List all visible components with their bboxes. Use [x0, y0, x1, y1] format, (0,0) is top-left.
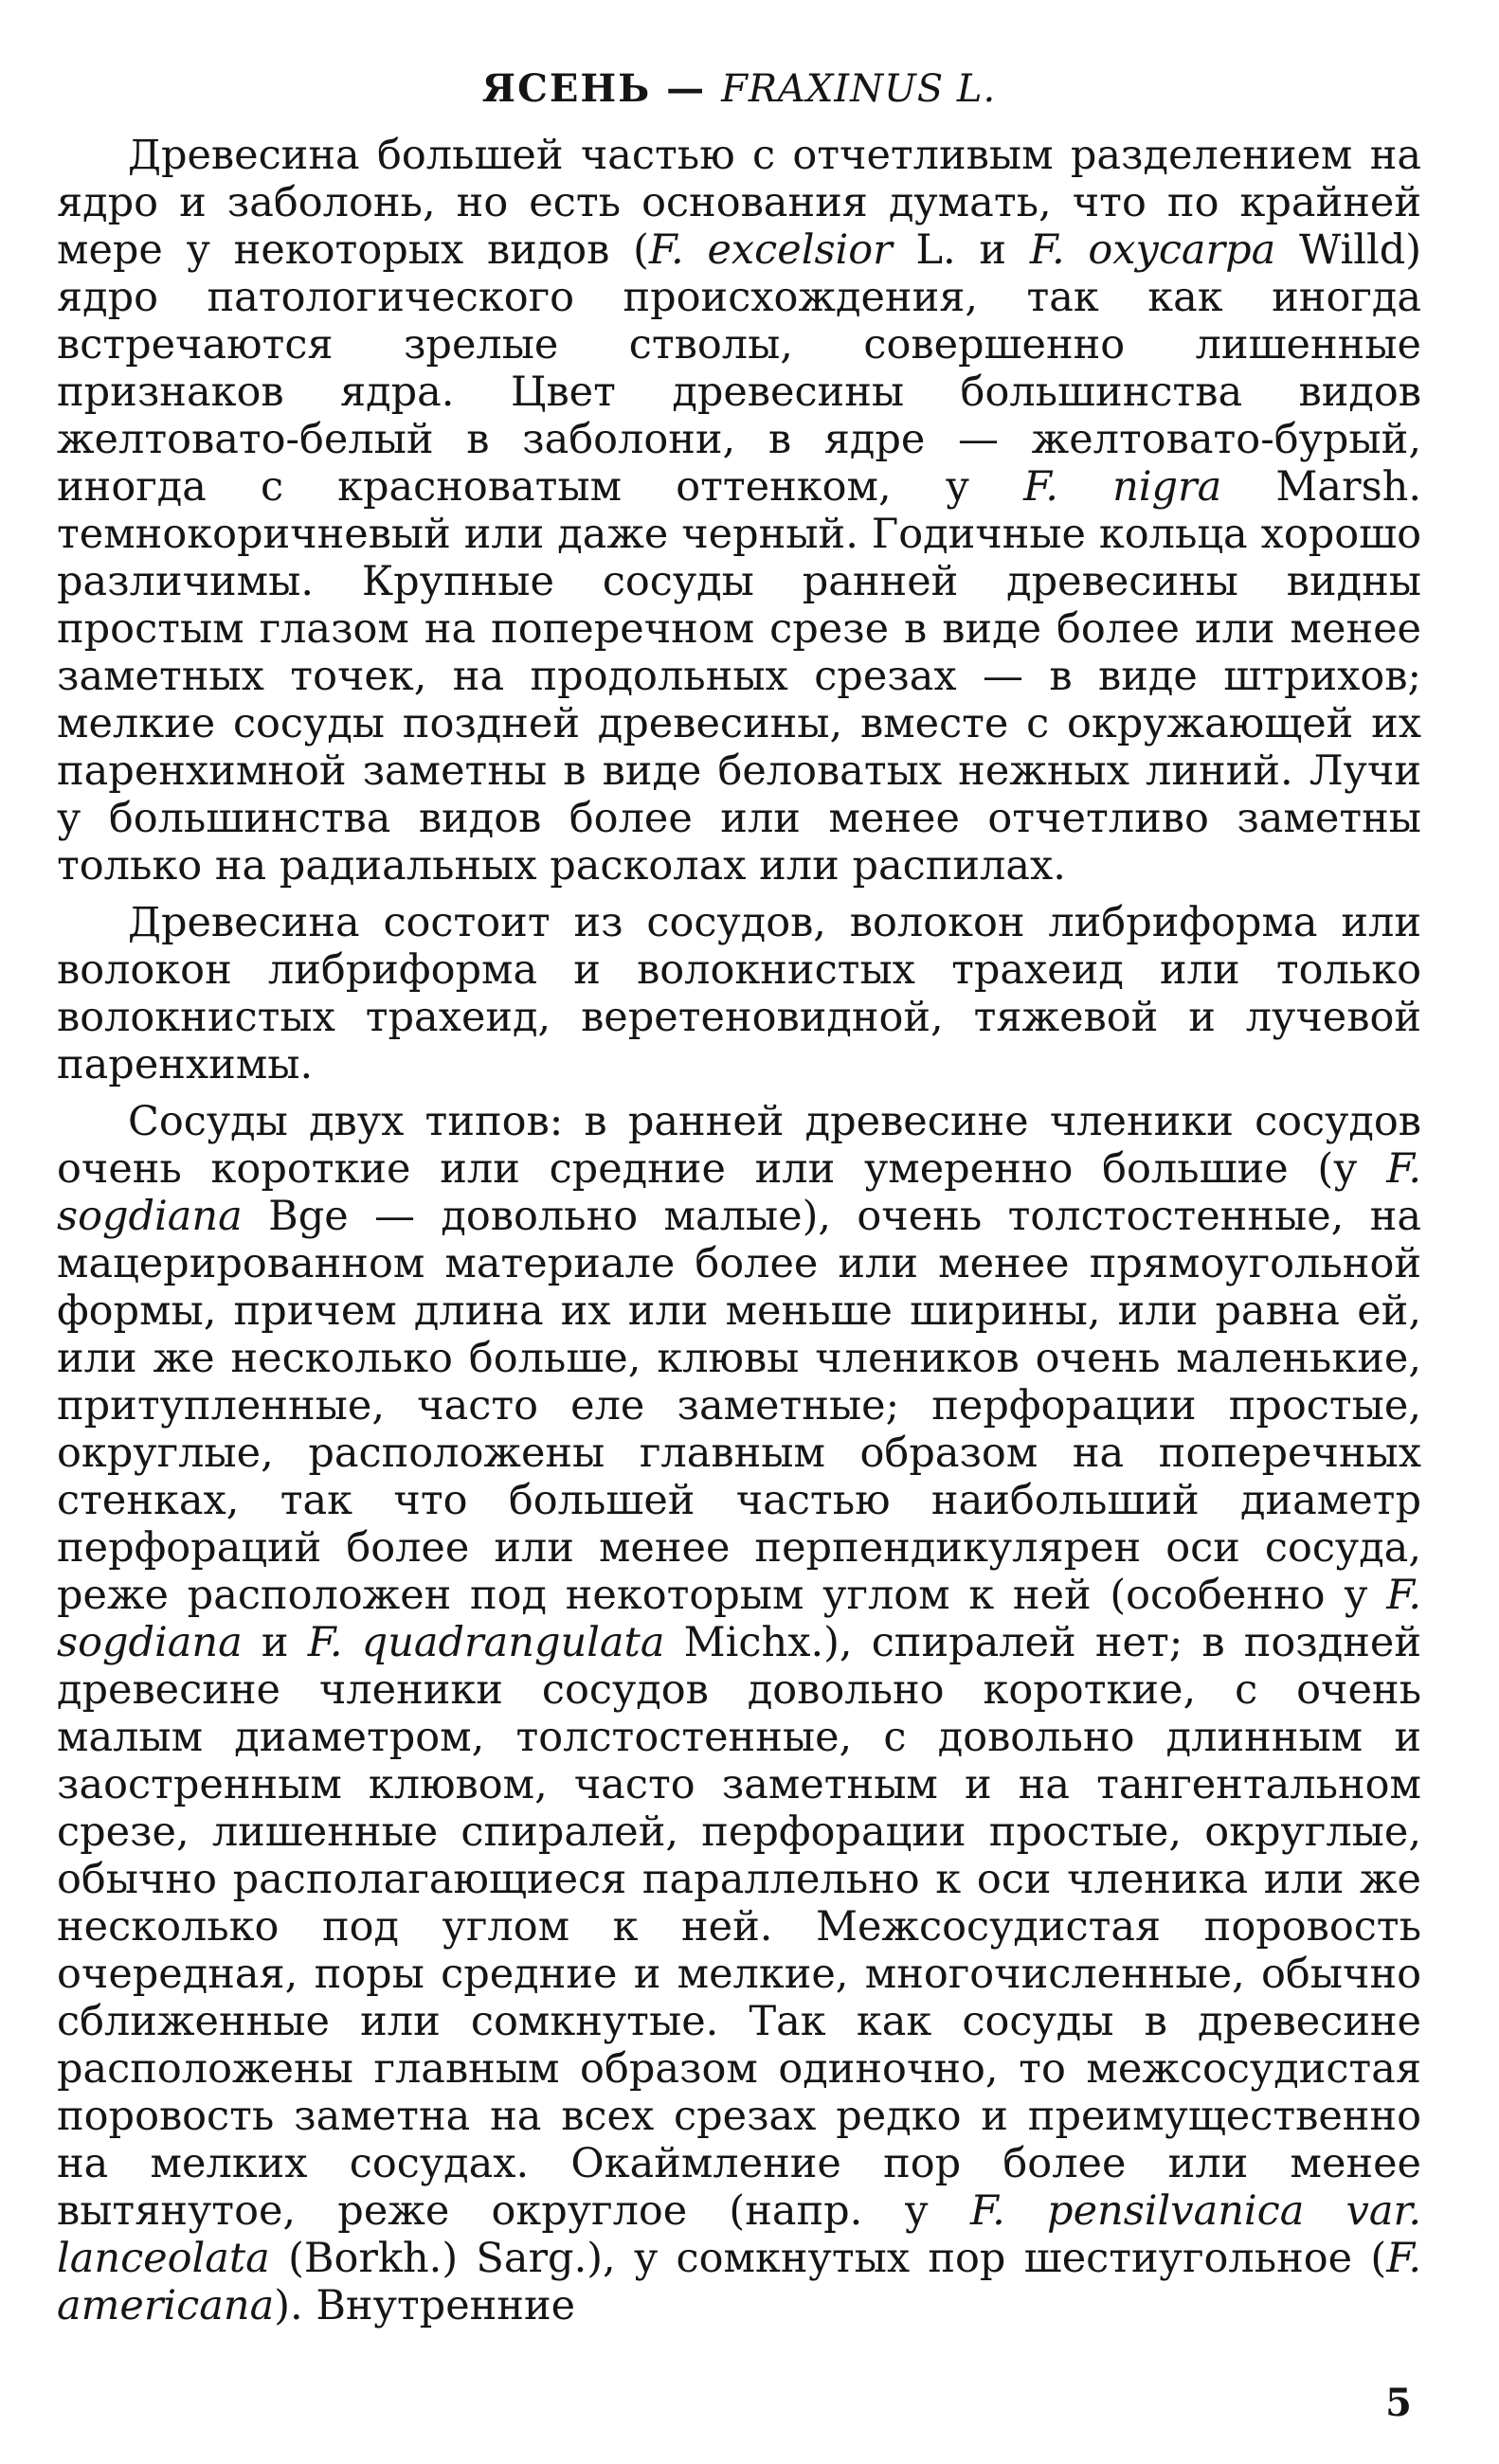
taxon-name: F. oxycarpa — [1029, 226, 1276, 274]
running-head — [57, 66, 1421, 111]
running-head-separator: — — [651, 66, 722, 111]
text-run: Willd) ядро патологического происхождения, так как иногда встречаются зрелые стволы, совершенно лишенные признаков ядра. Цвет древесины большинства видов желтовато-белый в заболони, в ядре — желтовато-бурый, иногда с красноватым оттенком, у — [57, 226, 1422, 511]
taxon-name: F. sogdiana — [57, 1145, 1421, 1240]
taxon-name: F. nigra — [1023, 463, 1222, 511]
text-run: Michx.), спиралей нет; в поздней древесине членики сосудов довольно короткие, с очень малым диаметром, толстостенные, с довольно длинным и заостренным клювом, часто заметным и на тангентальном срезе, лишенные спиралей, перфорации простые, округлые, обычно располагающиеся параллельно к оси членика или же несколько под углом к ней. Межсосудистая поровость очередная, поры средние и мелкие, многочисленные, обычно сближенные или сомкнутые. Так как сосуды в древесине расположены главным образом одиночно, то межсосудистая поровость заметна на всех срезах редко и преимущественно на мелких сосудах. Окаймление пор более или менее вытянутое, реже округлое (напр. у — [57, 1619, 1422, 2235]
text-run: Сосуды двух типов: в ранней древесине членики сосудов очень короткие или средние или умеренно большие (у — [57, 1098, 1421, 1193]
text-run: (Borkh.) Sarg.), у сомкнутых пор шестиугольное ( — [269, 2235, 1387, 2282]
taxon-name: F. americana — [57, 2235, 1421, 2329]
taxon-name: F. sogdiana — [57, 1572, 1421, 1666]
running-head-genus: FRAXINUS L. — [721, 67, 997, 111]
taxon-name: F. pensilvanica var. lanceolata — [57, 2187, 1421, 2282]
taxon-name: F. quadrangulata — [307, 1619, 665, 1666]
text-run: Древесина большей частью с отчетливым разделением на ядро и заболонь, но есть основания думать, что по крайней мере у некоторых видов ( — [57, 132, 1421, 274]
text-run: Marsh. темнокоричневый или даже черный. Годичные кольца хорошо различимы. Крупные сосуды ранней древесины видны простым глазом на поперечном срезе в виде более или менее заметных точек, на продольных срезах — в виде штрихов; мелкие сосуды поздней древесины, вместе с окружающей их паренхимной заметны в виде беловатых нежных линий. Лучи у большинства видов более или менее отчетливо заметны только на радиальных расколах или распилах. — [57, 463, 1422, 890]
taxon-name: F. excelsior — [648, 226, 893, 274]
book-page — [57, 66, 1422, 2425]
text-run: и — [242, 1619, 308, 1666]
page-number: 5 — [1385, 2381, 1412, 2425]
paragraph-3 — [57, 1098, 1421, 2329]
text-run: ). Внутренние — [274, 2282, 576, 2329]
text-run: Bge — довольно малые), очень толстостенные, на мацерированном материале более или менее прямоугольной формы, причем длина их или меньше ширины, или равна ей, или же несколько больше, клювы члеников очень маленькие, притупленные, часто еле заметные; перфорации простые, округлые, расположены главным образом на поперечных стенках, так что большей частью наибольший диаметр перфораций более или менее перпендикулярен оси сосуда, реже расположен под некоторым углом к ней (особенно у — [57, 1193, 1421, 1619]
text-run: L. и — [892, 226, 1030, 274]
body-text — [57, 132, 1421, 2329]
paragraph-2 — [57, 899, 1421, 1088]
paragraph-1 — [57, 132, 1421, 890]
running-head-title: ЯСЕНЬ — [481, 66, 652, 111]
text-run: Древесина состоит из сосудов, волокон либриформа или волокон либриформа и волокнистых трахеид или только волокнистых трахеид, веретеновидной, тяжевой и лучевой паренхимы. — [57, 899, 1421, 1088]
